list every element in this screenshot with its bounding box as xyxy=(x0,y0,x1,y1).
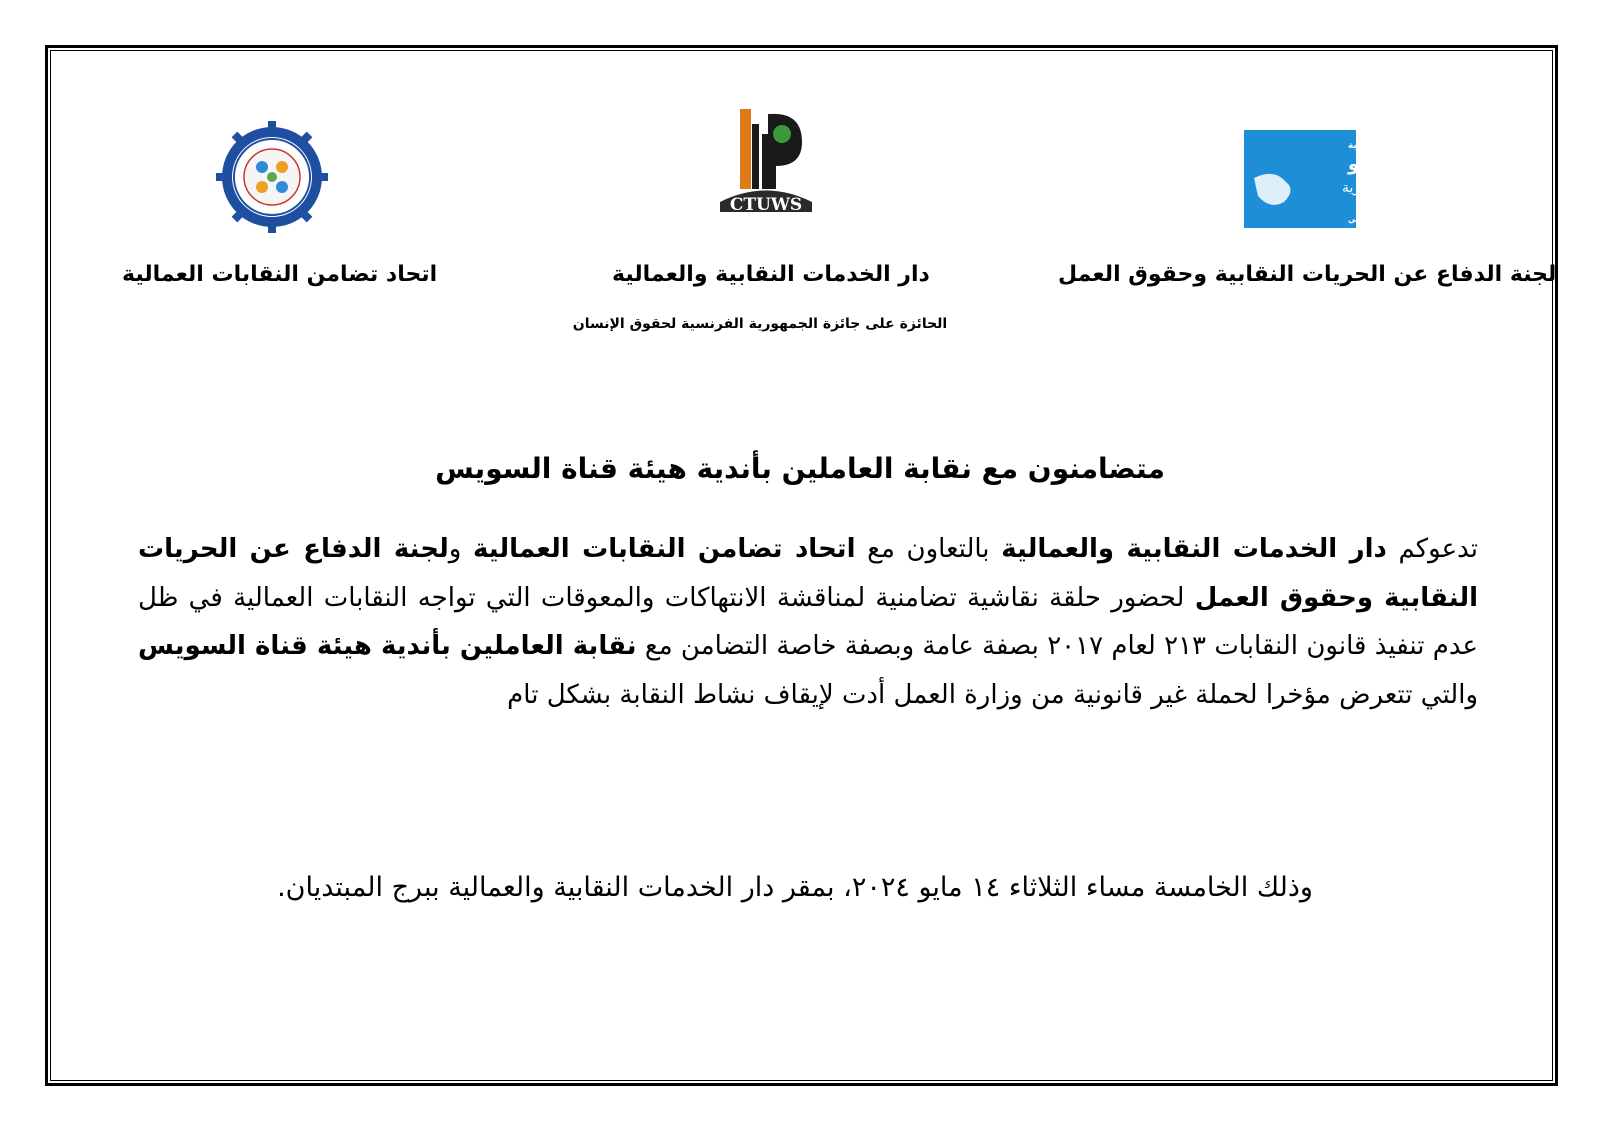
svg-text:نحو: نحو xyxy=(1348,154,1380,175)
svg-text:مجلة الحريات النقابية: مجلة الحريات النقابية xyxy=(1348,141,1443,151)
svg-text:والحق في التنظيم النقابي: والحق في التنظيم النقابي xyxy=(1348,215,1452,224)
document-headline: متضامنون مع نقابة العاملين بأندية هيئة قناة السويس xyxy=(435,452,1165,485)
org-name-right: لجنة الدفاع عن الحريات النقابية وحقوق العمل xyxy=(1058,262,1557,287)
freedom-magazine-logo xyxy=(1244,130,1452,228)
union-federation-logo xyxy=(216,121,328,233)
org-name-center: دار الخدمات النقابية والعمالية xyxy=(612,262,930,287)
org-name-left: اتحاد تضامن النقابات العمالية xyxy=(122,262,438,287)
org-award-subtitle: الحائزة على جائزة الجمهورية الفرنسية لحقوق الإنسان xyxy=(572,316,948,332)
ctuws-logo xyxy=(710,104,822,214)
invitation-paragraph: تدعوكم دار الخدمات النقابية والعمالية بالتعاون مع اتحاد تضامن النقابات العمالية ولجنة الدفاع عن الحريات النقابية وحقوق العمل لحضور حلقة نقاشية تضامنية لمناقشة الانتهاكات والمعوقات التي تواجه النقابات العمالية في ظل عدم تنفيذ قانون النقابات ٢١٣ لعام ٢٠١٧ بصفة عامة وبصفة خاصة التضامن مع نقابة العاملين بأندية هيئة قناة السويس والتي تتعرض مؤخرا لحملة غير قانونية من وزارة العمل أدت لإيقاف نشاط النقابة بشكل تام xyxy=(138,534,1479,710)
ctuws-logo-text: CTUWS xyxy=(729,195,803,215)
event-details: وذلك الخامسة مساء الثلاثاء ١٤ مايو ٢٠٢٤، بمقر دار الخدمات النقابية والعمالية ببرج المبتديان. xyxy=(277,872,1313,903)
svg-text:الحرية: الحرية xyxy=(1342,180,1379,196)
